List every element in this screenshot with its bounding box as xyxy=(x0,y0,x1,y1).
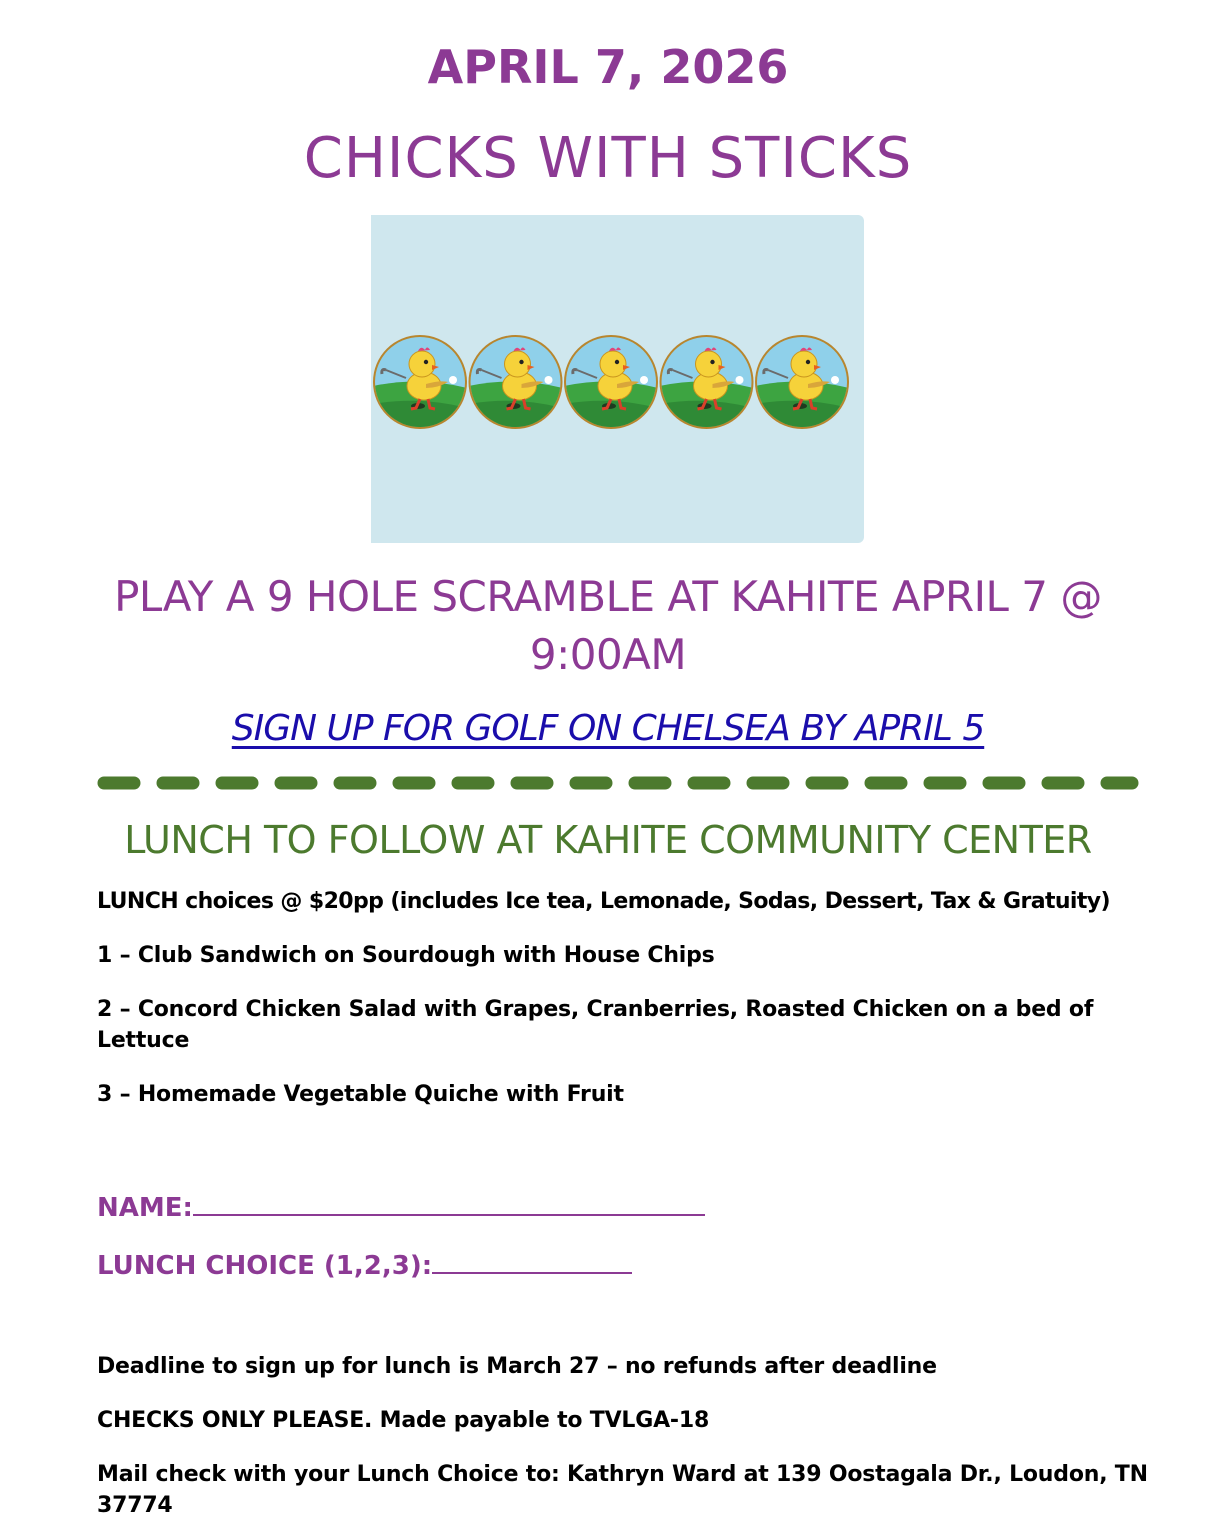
lunch-choice-blank-line[interactable] xyxy=(432,1244,632,1274)
signup-link-row xyxy=(0,708,1216,749)
name-label: NAME: xyxy=(97,1193,193,1223)
chick-ball-marker xyxy=(755,335,849,429)
chick-ball-marker xyxy=(564,335,658,429)
event-title: CHICKS WITH STICKS xyxy=(303,126,913,191)
lunch-choice-3: 3 – Homemade Vegetable Quiche with Fruit xyxy=(97,1082,624,1107)
scramble-announcement: PLAY A 9 HOLE SCRAMBLE AT KAHITE APRIL 7 @ 9:00AM xyxy=(114,572,1102,679)
deadline-note: Deadline to sign up for lunch is March 27 – no refunds after deadline xyxy=(97,1354,937,1379)
ball-markers-illustration xyxy=(371,215,864,543)
chick-ball-marker xyxy=(469,335,563,429)
lunch-choice-label: LUNCH CHOICE (1,2,3): xyxy=(97,1251,433,1281)
golf-signup-link[interactable]: SIGN UP FOR GOLF ON CHELSEA BY APRIL 5 xyxy=(231,708,985,749)
chick-ball-markers-image xyxy=(371,215,864,543)
chick-ball-marker xyxy=(660,335,754,429)
lunch-choice-form-row xyxy=(97,1244,632,1281)
name-blank-line[interactable] xyxy=(193,1186,705,1216)
payment-note: CHECKS ONLY PLEASE. Made payable to TVLGA-18 xyxy=(97,1408,710,1433)
chick-ball-marker xyxy=(373,335,467,429)
lunch-price-info: LUNCH choices @ $20pp (includes Ice tea, Lemonade, Sodas, Dessert, Tax & Gratuity) xyxy=(97,889,1110,914)
mailing-address-note: Mail check with your Lunch Choice to: Kathryn Ward at 139 Oostagala Dr., Loudon, TN 37774 xyxy=(97,1462,1148,1518)
name-form-row xyxy=(97,1186,705,1223)
lunch-heading: LUNCH TO FOLLOW AT KAHITE COMMUNITY CENTER xyxy=(124,818,1092,862)
lunch-choice-2: 2 – Concord Chicken Salad with Grapes, Cranberries, Roasted Chicken on a bed of Lettuce xyxy=(97,997,1094,1053)
dashed-divider xyxy=(96,776,1140,792)
lunch-choice-1: 1 – Club Sandwich on Sourdough with House Chips xyxy=(97,943,715,968)
event-date: APRIL 7, 2026 xyxy=(427,40,789,94)
